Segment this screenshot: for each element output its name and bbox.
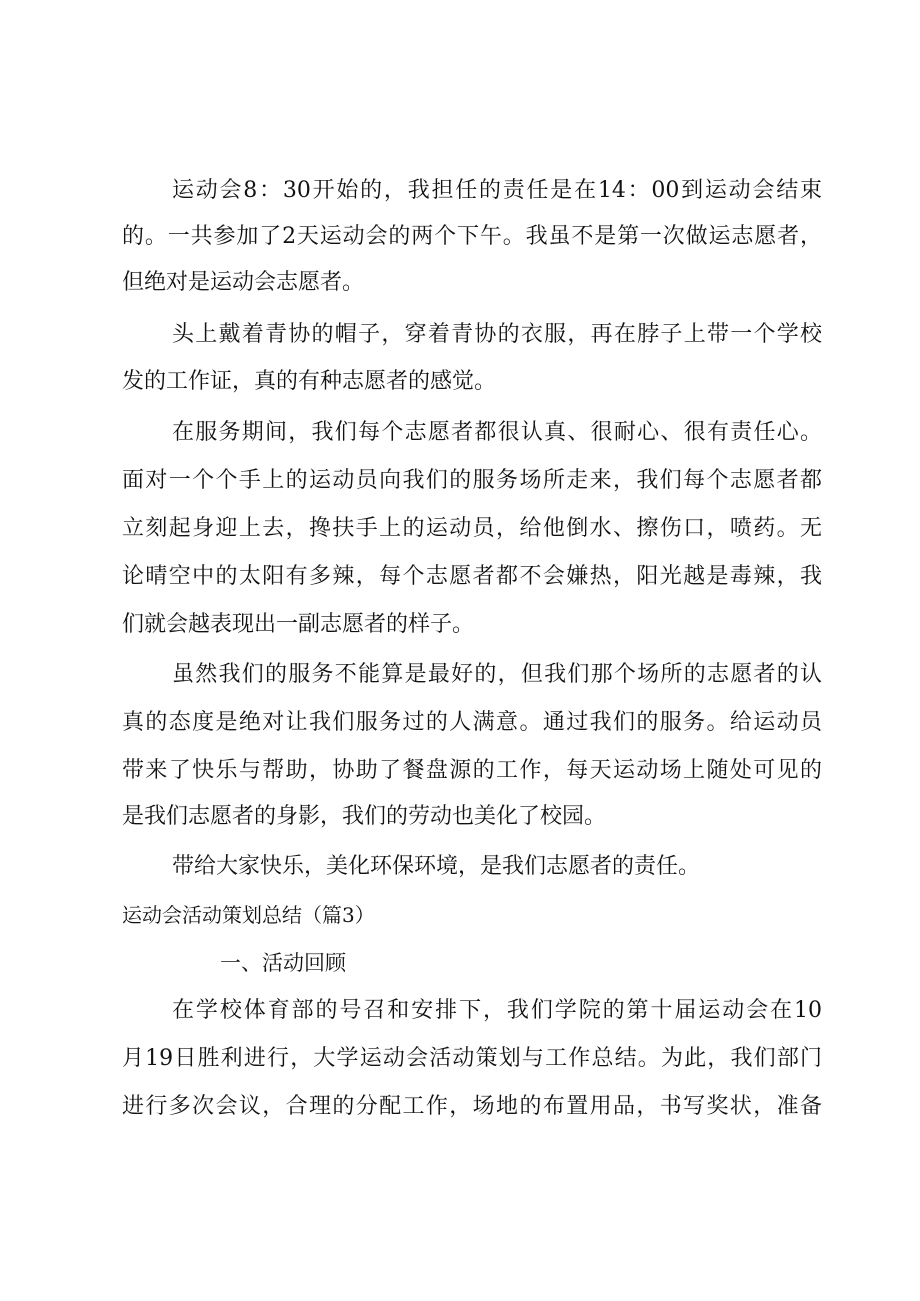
- paragraph-1-line-2: 的。一共参加了2天运动会的两个下午。我虽不是第一次做运志愿者，: [122, 224, 822, 249]
- final-paragraph-line-1: 在学校体育部的号召和安排下，我们学院的第十届运动会在10: [172, 998, 822, 1023]
- paragraph-3-line-4: 论晴空中的太阳有多辣，每个志愿者都不会嫌热，阳光越是毒辣，我: [122, 564, 822, 589]
- final-paragraph-line-3: 进行多次会议，合理的分配工作，场地的布置用品，书写奖状，准备: [122, 1094, 822, 1119]
- subheading: 一、活动回顾: [220, 951, 346, 975]
- paragraph-4-line-4: 是我们志愿者的身影，我们的劳动也美化了校园。: [122, 804, 607, 829]
- paragraph-3-line-1: 在服务期间，我们每个志愿者都很认真、很耐心、很有责任心。: [172, 420, 822, 445]
- paragraph-1-line-1: 运动会8：30开始的，我担任的责任是在14：00到运动会结束: [172, 178, 822, 203]
- paragraph-2-line-2: 发的工作证，真的有种志愿者的感觉。: [122, 369, 497, 394]
- paragraph-4-line-2: 真的态度是绝对让我们服务过的人满意。通过我们的服务。给运动员: [122, 710, 822, 735]
- paragraph-3-line-5: 们就会越表现出一副志愿者的样子。: [122, 612, 475, 637]
- paragraph-4-line-3: 带来了快乐与帮助，协助了餐盘源的工作，每天运动场上随处可见的: [122, 758, 822, 783]
- paragraph-4-line-1: 虽然我们的服务不能算是最好的，但我们那个场所的志愿者的认: [172, 662, 822, 687]
- paragraph-3-line-3: 立刻起身迎上去，搀扶手上的运动员，给他倒水、擦伤口，喷药。无: [122, 516, 822, 541]
- paragraph-5-line-1: 带给大家快乐，美化环保环境，是我们志愿者的责任。: [172, 854, 701, 879]
- paragraph-3-line-2: 面对一个个手上的运动员向我们的服务场所走来，我们每个志愿者都: [122, 468, 822, 493]
- final-paragraph-line-2: 月19日胜利进行，大学运动会活动策划与工作总结。为此，我们部门: [122, 1046, 822, 1071]
- section-title: 运动会活动策划总结（篇3）: [122, 903, 375, 927]
- paragraph-1-line-3: 但绝对是运动会志愿者。: [122, 270, 365, 295]
- paragraph-2-line-1: 头上戴着青协的帽子，穿着青协的衣服，再在脖子上带一个学校: [172, 322, 822, 347]
